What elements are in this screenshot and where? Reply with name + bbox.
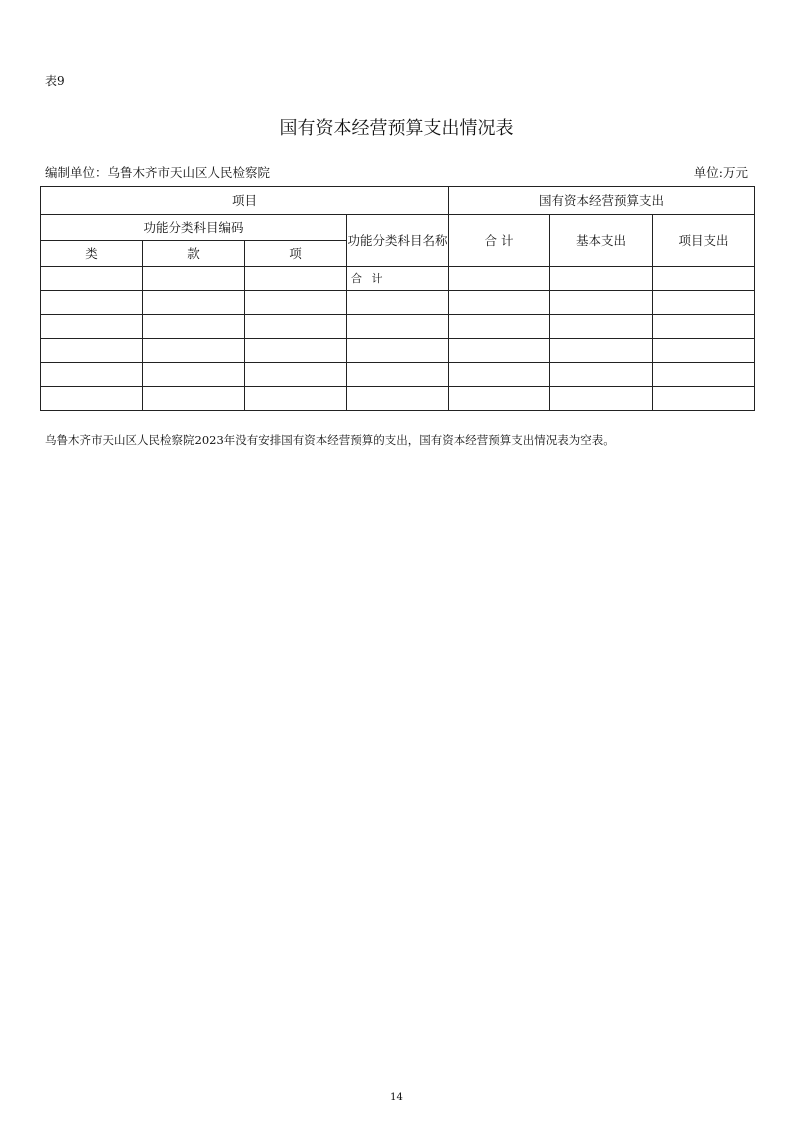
currency-unit: 单位:万元 [693,165,748,180]
compiling-unit: 编制单位：乌鲁木齐市天山区人民检察院 [45,165,271,180]
header-category: 类 [41,241,143,267]
table-row [41,291,755,315]
table-row [41,363,755,387]
total-row-label: 合 计 [347,267,449,291]
page-title: 国有资本经营预算支出情况表 [279,118,514,139]
header-item: 项 [245,241,347,267]
page-number: 14 [390,1092,403,1103]
header-section: 款 [143,241,245,267]
header-basic-expenditure: 基本支出 [550,215,653,267]
table-row [41,267,755,291]
header-expenditure-group: 国有资本经营预算支出 [449,187,755,215]
empty-table-note: 乌鲁木齐市天山区人民检察院2023年没有安排国有资本经营预算的支出，国有资本经营预算支出情况表为空表。 [45,433,615,447]
header-function-code: 功能分类科目编码 [41,215,347,241]
table-row [41,387,755,411]
expenditure-table [40,186,755,411]
table-row [41,339,755,363]
header-total: 合 计 [449,215,550,267]
header-function-name: 功能分类科目名称 [347,215,449,267]
header-project-expenditure: 项目支出 [653,215,755,267]
table-number-label: 表9 [45,74,65,88]
table-row [41,315,755,339]
header-project: 项目 [41,187,449,215]
